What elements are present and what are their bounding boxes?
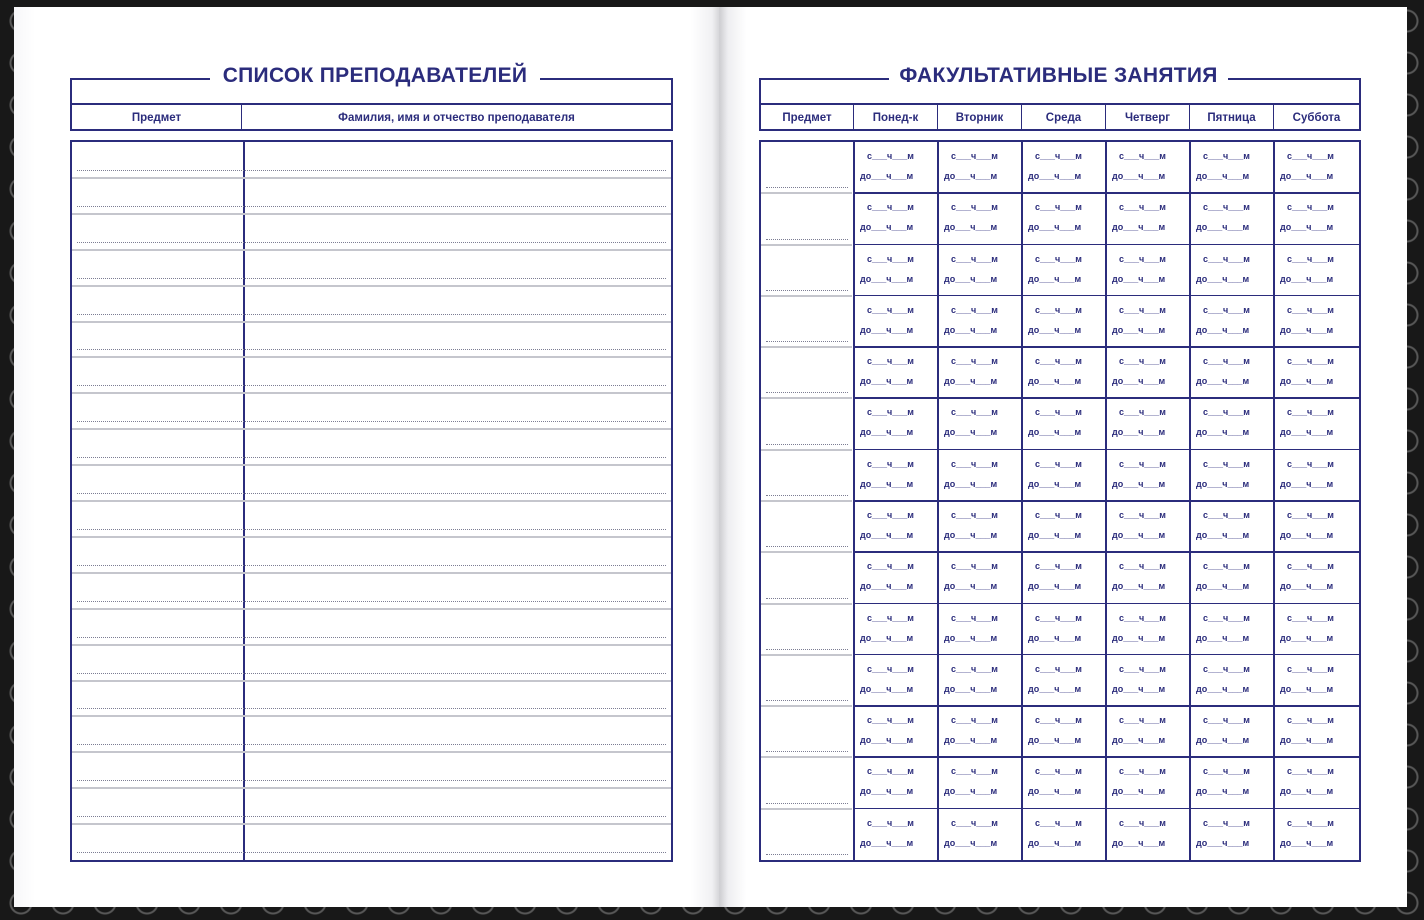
teachers-write-line[interactable] bbox=[77, 314, 666, 315]
time-from-slot[interactable]: с___ч___м bbox=[951, 253, 998, 264]
time-to-slot[interactable]: до___ч___м bbox=[1028, 222, 1082, 233]
time-from-slot[interactable]: с___ч___м bbox=[1287, 458, 1334, 469]
time-from-slot[interactable]: с___ч___м bbox=[1119, 612, 1166, 623]
time-from-slot[interactable]: с___ч___м bbox=[951, 202, 998, 213]
time-to-slot[interactable]: до___ч___м bbox=[944, 171, 998, 181]
electives-subject-separator bbox=[761, 192, 852, 194]
time-from-slot[interactable]: с___ч___м bbox=[951, 407, 998, 418]
time-to-slot[interactable]: до___ч___м bbox=[1028, 324, 1082, 335]
time-from-slot[interactable]: с___ч___м bbox=[1287, 612, 1334, 623]
time-to-slot[interactable]: до___ч___м bbox=[944, 427, 998, 438]
time-to-slot[interactable]: до___ч___м bbox=[1196, 735, 1250, 746]
notebook-spine bbox=[712, 7, 728, 907]
time-to-slot[interactable]: до___ч___м bbox=[944, 273, 998, 284]
time-from-slot[interactable]: с___ч___м bbox=[1203, 766, 1250, 777]
time-to-slot[interactable]: до___ч___м bbox=[1112, 376, 1166, 387]
electives-subject-write-line[interactable] bbox=[766, 700, 848, 701]
electives-subject-separator bbox=[761, 346, 852, 348]
time-from-slot[interactable]: с___ч___м bbox=[867, 817, 914, 828]
time-from-slot[interactable]: с___ч___м bbox=[867, 612, 914, 623]
teachers-row-separator bbox=[72, 608, 671, 610]
time-from-slot[interactable]: с___ч___м bbox=[1035, 253, 1082, 264]
time-to-slot[interactable]: до___ч___м bbox=[1280, 171, 1334, 181]
time-from-slot[interactable]: с___ч___м bbox=[1119, 715, 1166, 726]
electives-subject-separator bbox=[761, 295, 852, 297]
electives-subject-write-line[interactable] bbox=[766, 546, 848, 547]
time-from-slot[interactable]: с___ч___м bbox=[1035, 407, 1082, 418]
time-from-slot[interactable]: с___ч___м bbox=[1035, 510, 1082, 520]
time-to-slot[interactable]: до___ч___м bbox=[1196, 683, 1250, 694]
time-to-slot[interactable]: до___ч___м bbox=[1112, 427, 1166, 438]
time-to-slot[interactable]: до___ч___м bbox=[944, 632, 998, 643]
teachers-write-line[interactable] bbox=[77, 421, 666, 422]
time-from-slot[interactable]: с___ч___м bbox=[1035, 715, 1082, 726]
time-from-slot[interactable]: с___ч___м bbox=[867, 304, 914, 315]
time-from-slot[interactable]: с___ч___м bbox=[1287, 715, 1334, 726]
time-from-slot[interactable]: с___ч___м bbox=[951, 612, 998, 623]
time-to-slot[interactable]: до___ч___м bbox=[1028, 376, 1082, 387]
time-to-slot[interactable]: до___ч___м bbox=[1028, 837, 1082, 848]
teachers-row-separator bbox=[72, 715, 671, 717]
time-to-slot[interactable]: до___ч___м bbox=[1112, 530, 1166, 540]
time-to-slot[interactable]: до___ч___м bbox=[860, 376, 914, 387]
time-from-slot[interactable]: с___ч___м bbox=[1119, 817, 1166, 828]
teachers-row-separator bbox=[72, 285, 671, 287]
time-to-slot[interactable]: до___ч___м bbox=[1112, 632, 1166, 643]
electives-subject-write-line[interactable] bbox=[766, 803, 848, 804]
time-to-slot[interactable]: до___ч___м bbox=[1196, 632, 1250, 643]
time-to-slot[interactable]: до___ч___м bbox=[860, 478, 914, 489]
teachers-header-row bbox=[72, 103, 671, 131]
right-page-title: ФАКУЛЬТАТИВНЫЕ ЗАНЯТИЯ bbox=[889, 64, 1228, 94]
electives-subject-write-line[interactable] bbox=[766, 649, 848, 650]
time-to-slot[interactable]: до___ч___м bbox=[1112, 735, 1166, 746]
time-to-slot[interactable]: до___ч___м bbox=[1028, 581, 1082, 592]
time-from-slot[interactable]: с___ч___м bbox=[867, 561, 914, 572]
time-from-slot[interactable]: с___ч___м bbox=[951, 817, 998, 828]
time-from-slot[interactable]: с___ч___м bbox=[1287, 304, 1334, 315]
time-to-slot[interactable]: до___ч___м bbox=[944, 530, 998, 540]
col-header-2: Вторник bbox=[938, 105, 1022, 131]
time-from-slot[interactable]: с___ч___м bbox=[1203, 356, 1250, 367]
time-from-slot[interactable]: с___ч___м bbox=[1203, 510, 1250, 520]
electives-subject-write-line[interactable] bbox=[766, 187, 848, 188]
time-to-slot[interactable]: до___ч___м bbox=[1196, 530, 1250, 540]
time-from-slot[interactable]: с___ч___м bbox=[1203, 458, 1250, 469]
electives-subject-write-line[interactable] bbox=[766, 751, 848, 752]
time-from-slot[interactable]: с___ч___м bbox=[1203, 715, 1250, 726]
electives-subject-separator bbox=[761, 603, 852, 605]
electives-subject-write-line[interactable] bbox=[766, 444, 848, 445]
electives-subject-separator bbox=[761, 397, 852, 399]
time-to-slot[interactable]: до___ч___м bbox=[1196, 324, 1250, 335]
electives-subject-separator bbox=[761, 808, 852, 810]
time-from-slot[interactable]: с___ч___м bbox=[951, 715, 998, 726]
time-from-slot[interactable]: с___ч___м bbox=[867, 151, 914, 161]
time-to-slot[interactable]: до___ч___м bbox=[1112, 837, 1166, 848]
time-to-slot[interactable]: до___ч___м bbox=[860, 222, 914, 233]
time-from-slot[interactable]: с___ч___м bbox=[867, 356, 914, 367]
time-from-slot[interactable]: с___ч___м bbox=[1035, 356, 1082, 367]
time-from-slot[interactable]: с___ч___м bbox=[1287, 817, 1334, 828]
electives-row-separator bbox=[853, 500, 1359, 502]
time-to-slot[interactable]: до___ч___м bbox=[1112, 478, 1166, 489]
col-header-teacher-name: Фамилия, имя и отчество преподавателя bbox=[338, 112, 575, 124]
time-to-slot[interactable]: до___ч___м bbox=[1196, 273, 1250, 284]
teachers-row-separator bbox=[72, 572, 671, 574]
time-to-slot[interactable]: до___ч___м bbox=[1280, 581, 1334, 592]
time-from-slot[interactable]: с___ч___м bbox=[1119, 458, 1166, 469]
electives-subject-write-line[interactable] bbox=[766, 854, 848, 855]
col-header-0: Предмет bbox=[761, 105, 854, 131]
time-to-slot[interactable]: до___ч___м bbox=[1112, 581, 1166, 592]
teachers-write-line[interactable] bbox=[77, 170, 666, 171]
teachers-write-line[interactable] bbox=[77, 493, 666, 494]
teachers-write-line[interactable] bbox=[77, 529, 666, 530]
col-header-subject: Предмет bbox=[72, 105, 242, 131]
time-to-slot[interactable]: до___ч___м bbox=[1028, 632, 1082, 643]
time-to-slot[interactable]: до___ч___м bbox=[1196, 376, 1250, 387]
teachers-write-line[interactable] bbox=[77, 816, 666, 817]
time-from-slot[interactable]: с___ч___м bbox=[1119, 766, 1166, 777]
time-to-slot[interactable]: до___ч___м bbox=[860, 683, 914, 694]
time-from-slot[interactable]: с___ч___м bbox=[1119, 663, 1166, 674]
time-from-slot[interactable]: с___ч___м bbox=[1203, 561, 1250, 572]
teachers-write-line[interactable] bbox=[77, 673, 666, 674]
teachers-row-separator bbox=[72, 823, 671, 825]
time-to-slot[interactable]: до___ч___м bbox=[1280, 837, 1334, 848]
time-from-slot[interactable]: с___ч___м bbox=[1035, 561, 1082, 572]
teachers-row-separator bbox=[72, 536, 671, 538]
teachers-write-line[interactable] bbox=[77, 852, 666, 853]
time-to-slot[interactable]: до___ч___м bbox=[1196, 427, 1250, 438]
time-from-slot[interactable]: с___ч___м bbox=[1203, 304, 1250, 315]
electives-row-separator bbox=[853, 295, 1359, 297]
teachers-row-separator bbox=[72, 787, 671, 789]
time-to-slot[interactable]: до___ч___м bbox=[1112, 222, 1166, 233]
teachers-write-line[interactable] bbox=[77, 349, 666, 350]
electives-row-separator bbox=[853, 192, 1359, 194]
left-page-title: СПИСОК ПРЕПОДАВАТЕЛЕЙ bbox=[210, 64, 540, 94]
time-from-slot[interactable]: с___ч___м bbox=[867, 202, 914, 213]
teachers-write-line[interactable] bbox=[77, 385, 666, 386]
time-to-slot[interactable]: до___ч___м bbox=[944, 683, 998, 694]
time-from-slot[interactable]: с___ч___м bbox=[951, 766, 998, 777]
electives-subject-separator bbox=[761, 500, 852, 502]
electives-row-separator bbox=[853, 705, 1359, 707]
teachers-table-body bbox=[70, 140, 673, 862]
electives-row-separator bbox=[853, 449, 1359, 451]
time-to-slot[interactable]: до___ч___м bbox=[1280, 427, 1334, 438]
teachers-write-line[interactable] bbox=[77, 278, 666, 279]
time-to-slot[interactable]: до___ч___м bbox=[1280, 683, 1334, 694]
time-to-slot[interactable]: до___ч___м bbox=[1028, 530, 1082, 540]
time-from-slot[interactable]: с___ч___м bbox=[867, 407, 914, 418]
teachers-write-line[interactable] bbox=[77, 780, 666, 781]
time-from-slot[interactable]: с___ч___м bbox=[1203, 253, 1250, 264]
time-from-slot[interactable]: с___ч___м bbox=[1035, 458, 1082, 469]
electives-subject-separator bbox=[761, 244, 852, 246]
time-to-slot[interactable]: до___ч___м bbox=[1028, 273, 1082, 284]
time-to-slot[interactable]: до___ч___м bbox=[1112, 324, 1166, 335]
electives-row-separator bbox=[853, 603, 1359, 605]
time-to-slot[interactable]: до___ч___м bbox=[1280, 273, 1334, 284]
time-to-slot[interactable]: до___ч___м bbox=[860, 324, 914, 335]
electives-row-separator bbox=[853, 756, 1359, 758]
time-from-slot[interactable]: с___ч___м bbox=[1035, 151, 1082, 161]
time-from-slot[interactable]: с___ч___м bbox=[1035, 304, 1082, 315]
electives-subject-separator bbox=[761, 449, 852, 451]
col-header-4: Четверг bbox=[1106, 105, 1190, 131]
time-from-slot[interactable]: с___ч___м bbox=[867, 715, 914, 726]
time-from-slot[interactable]: с___ч___м bbox=[1287, 253, 1334, 264]
teachers-row-separator bbox=[72, 464, 671, 466]
time-from-slot[interactable]: с___ч___м bbox=[1035, 612, 1082, 623]
time-from-slot[interactable]: с___ч___м bbox=[867, 510, 914, 520]
time-to-slot[interactable]: до___ч___м bbox=[1280, 530, 1334, 540]
teachers-row-separator bbox=[72, 356, 671, 358]
electives-header-row bbox=[761, 103, 1359, 131]
electives-table-body bbox=[759, 140, 1361, 862]
time-from-slot[interactable]: с___ч___м bbox=[951, 356, 998, 367]
time-to-slot[interactable]: до___ч___м bbox=[860, 735, 914, 746]
time-to-slot[interactable]: до___ч___м bbox=[1028, 786, 1082, 797]
time-to-slot[interactable]: до___ч___м bbox=[1280, 478, 1334, 489]
time-from-slot[interactable]: с___ч___м bbox=[1119, 304, 1166, 315]
time-to-slot[interactable]: до___ч___м bbox=[1112, 683, 1166, 694]
time-from-slot[interactable]: с___ч___м bbox=[1203, 817, 1250, 828]
time-from-slot[interactable]: с___ч___м bbox=[1203, 407, 1250, 418]
time-to-slot[interactable]: до___ч___м bbox=[1112, 786, 1166, 797]
time-from-slot[interactable]: с___ч___м bbox=[867, 458, 914, 469]
electives-subject-write-line[interactable] bbox=[766, 341, 848, 342]
time-to-slot[interactable]: до___ч___м bbox=[860, 427, 914, 438]
time-to-slot[interactable]: до___ч___м bbox=[1280, 632, 1334, 643]
time-from-slot[interactable]: с___ч___м bbox=[1203, 202, 1250, 213]
electives-row-separator bbox=[853, 346, 1359, 348]
time-to-slot[interactable]: до___ч___м bbox=[1028, 478, 1082, 489]
time-from-slot[interactable]: с___ч___м bbox=[1035, 663, 1082, 674]
col-header-3: Среда bbox=[1022, 105, 1106, 131]
time-to-slot[interactable]: до___ч___м bbox=[1280, 376, 1334, 387]
electives-subject-separator bbox=[761, 756, 852, 758]
teachers-row-separator bbox=[72, 249, 671, 251]
time-from-slot[interactable]: с___ч___м bbox=[1203, 151, 1250, 161]
teachers-row-separator bbox=[72, 644, 671, 646]
teachers-row-separator bbox=[72, 177, 671, 179]
time-from-slot[interactable]: с___ч___м bbox=[1119, 356, 1166, 367]
time-from-slot[interactable]: с___ч___м bbox=[1287, 561, 1334, 572]
electives-subject-separator bbox=[761, 654, 852, 656]
time-to-slot[interactable]: до___ч___м bbox=[1028, 683, 1082, 694]
time-from-slot[interactable]: с___ч___м bbox=[951, 510, 998, 520]
time-to-slot[interactable]: до___ч___м bbox=[1196, 171, 1250, 181]
teachers-row-separator bbox=[72, 500, 671, 502]
time-to-slot[interactable]: до___ч___м bbox=[1196, 222, 1250, 233]
time-to-slot[interactable]: до___ч___м bbox=[1280, 735, 1334, 746]
time-from-slot[interactable]: с___ч___м bbox=[1119, 510, 1166, 520]
time-from-slot[interactable]: с___ч___м bbox=[1119, 151, 1166, 161]
time-from-slot[interactable]: с___ч___м bbox=[1035, 202, 1082, 213]
time-from-slot[interactable]: с___ч___м bbox=[1287, 510, 1334, 520]
electives-subject-separator bbox=[761, 551, 852, 553]
time-from-slot[interactable]: с___ч___м bbox=[1287, 766, 1334, 777]
time-from-slot[interactable]: с___ч___м bbox=[1287, 202, 1334, 213]
teachers-write-line[interactable] bbox=[77, 708, 666, 709]
time-from-slot[interactable]: с___ч___м bbox=[1203, 612, 1250, 623]
time-to-slot[interactable]: до___ч___м bbox=[1028, 171, 1082, 181]
time-to-slot[interactable]: до___ч___м bbox=[1112, 171, 1166, 181]
col-header-5: Пятница bbox=[1190, 105, 1274, 131]
teachers-row-separator bbox=[72, 213, 671, 215]
time-from-slot[interactable]: с___ч___м bbox=[1287, 407, 1334, 418]
electives-row-separator bbox=[853, 808, 1359, 810]
time-from-slot[interactable]: с___ч___м bbox=[951, 304, 998, 315]
time-from-slot[interactable]: с___ч___м bbox=[1119, 407, 1166, 418]
time-to-slot[interactable]: до___ч___м bbox=[944, 324, 998, 335]
time-from-slot[interactable]: с___ч___м bbox=[1119, 561, 1166, 572]
teachers-write-line[interactable] bbox=[77, 744, 666, 745]
time-to-slot[interactable]: до___ч___м bbox=[860, 171, 914, 181]
time-to-slot[interactable]: до___ч___м bbox=[1196, 478, 1250, 489]
time-from-slot[interactable]: с___ч___м bbox=[867, 766, 914, 777]
teachers-write-line[interactable] bbox=[77, 206, 666, 207]
teachers-write-line[interactable] bbox=[77, 601, 666, 602]
time-to-slot[interactable]: до___ч___м bbox=[944, 478, 998, 489]
time-from-slot[interactable]: с___ч___м bbox=[1035, 766, 1082, 777]
time-to-slot[interactable]: до___ч___м bbox=[944, 786, 998, 797]
teachers-write-line[interactable] bbox=[77, 637, 666, 638]
col-header-6: Суббота bbox=[1292, 112, 1341, 124]
teachers-write-line[interactable] bbox=[77, 565, 666, 566]
time-from-slot[interactable]: с___ч___м bbox=[951, 561, 998, 572]
time-to-slot[interactable]: до___ч___м bbox=[1196, 837, 1250, 848]
time-to-slot[interactable]: до___ч___м bbox=[944, 581, 998, 592]
time-from-slot[interactable]: с___ч___м bbox=[951, 663, 998, 674]
teachers-write-line[interactable] bbox=[77, 457, 666, 458]
teachers-row-separator bbox=[72, 392, 671, 394]
electives-subject-write-line[interactable] bbox=[766, 392, 848, 393]
time-from-slot[interactable]: с___ч___м bbox=[951, 458, 998, 469]
time-from-slot[interactable]: с___ч___м bbox=[867, 253, 914, 264]
time-to-slot[interactable]: до___ч___м bbox=[860, 786, 914, 797]
time-to-slot[interactable]: до___ч___м bbox=[1112, 273, 1166, 284]
time-to-slot[interactable]: до___ч___м bbox=[1196, 786, 1250, 797]
electives-subject-write-line[interactable] bbox=[766, 239, 848, 240]
time-to-slot[interactable]: до___ч___м bbox=[860, 632, 914, 643]
time-from-slot[interactable]: с___ч___м bbox=[1287, 663, 1334, 674]
time-to-slot[interactable]: до___ч___м bbox=[860, 581, 914, 592]
electives-subject-write-line[interactable] bbox=[766, 495, 848, 496]
time-to-slot[interactable]: до___ч___м bbox=[1028, 735, 1082, 746]
teachers-row-separator bbox=[72, 751, 671, 753]
time-to-slot[interactable]: до___ч___м bbox=[1028, 427, 1082, 438]
electives-row-separator bbox=[853, 551, 1359, 553]
time-to-slot[interactable]: до___ч___м bbox=[1196, 581, 1250, 592]
teachers-write-line[interactable] bbox=[77, 242, 666, 243]
electives-row-separator bbox=[853, 654, 1359, 656]
time-from-slot[interactable]: с___ч___м bbox=[1119, 202, 1166, 213]
time-from-slot[interactable]: с___ч___м bbox=[867, 663, 914, 674]
time-from-slot[interactable]: с___ч___м bbox=[951, 151, 998, 161]
time-to-slot[interactable]: до___ч___м bbox=[944, 837, 998, 848]
teachers-row-separator bbox=[72, 428, 671, 430]
time-from-slot[interactable]: с___ч___м bbox=[1119, 253, 1166, 264]
time-from-slot[interactable]: с___ч___м bbox=[1035, 817, 1082, 828]
time-from-slot[interactable]: с___ч___м bbox=[1203, 663, 1250, 674]
time-to-slot[interactable]: до___ч___м bbox=[860, 530, 914, 540]
col-header-1: Понед-к bbox=[854, 105, 938, 131]
time-from-slot[interactable]: с___ч___м bbox=[1287, 151, 1334, 161]
electives-row-separator bbox=[853, 397, 1359, 399]
time-to-slot[interactable]: до___ч___м bbox=[860, 837, 914, 848]
teachers-row-separator bbox=[72, 680, 671, 682]
time-to-slot[interactable]: до___ч___м bbox=[944, 735, 998, 746]
electives-subject-write-line[interactable] bbox=[766, 598, 848, 599]
time-to-slot[interactable]: до___ч___м bbox=[1280, 324, 1334, 335]
electives-subject-separator bbox=[761, 705, 852, 707]
time-to-slot[interactable]: до___ч___м bbox=[1280, 786, 1334, 797]
teachers-row-separator bbox=[72, 321, 671, 323]
electives-row-separator bbox=[853, 244, 1359, 246]
time-from-slot[interactable]: с___ч___м bbox=[1287, 356, 1334, 367]
electives-subject-write-line[interactable] bbox=[766, 290, 848, 291]
time-to-slot[interactable]: до___ч___м bbox=[944, 376, 998, 387]
time-to-slot[interactable]: до___ч___м bbox=[1280, 222, 1334, 233]
time-to-slot[interactable]: до___ч___м bbox=[944, 222, 998, 233]
time-to-slot[interactable]: до___ч___м bbox=[860, 273, 914, 284]
